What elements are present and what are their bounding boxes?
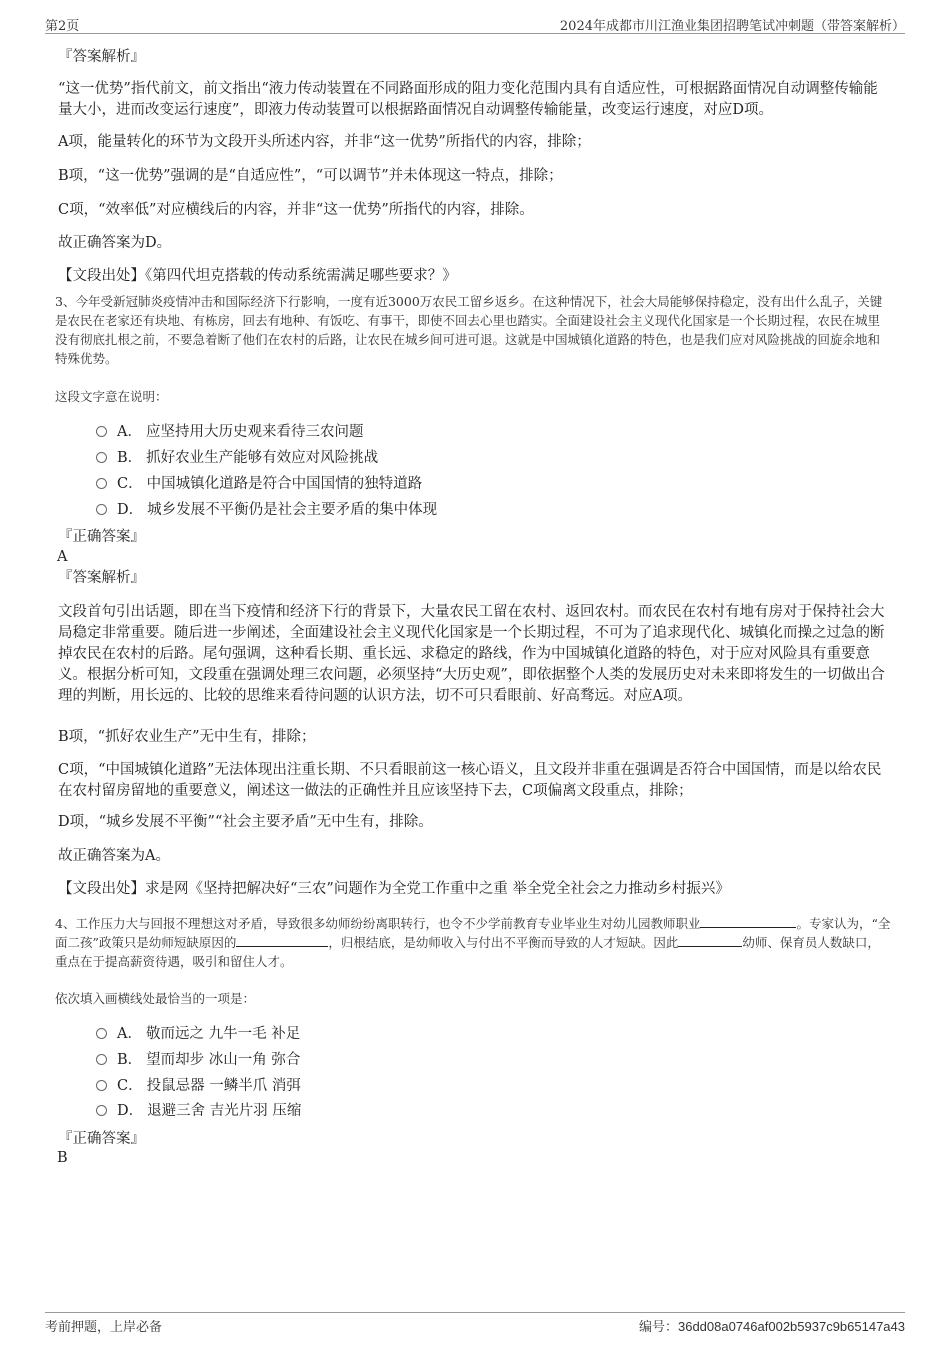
q3-analysis-option-c: C项，“中国城镇化道路”无法体现出注重长期、不只看眼前这一核心语义，且文段并非重在强调是否符合中国国情，而是以给农民在农村留房留地的重要意义，阐述这一做法的正确性并且应该坚持下去，C项偏离文段重点，排除； bbox=[58, 762, 882, 799]
q3-analysis-option-d: D项，“城乡发展不平衡”“社会主要矛盾”无中生有，排除。 bbox=[58, 814, 433, 830]
q3-stem: 3、今年受新冠肺炎疫情冲击和国际经济下行影响，一度有近3000万农民工留乡返乡。在这种情况下，社会大局能够保持稳定，没有出什么乱子，关键是农民在老家还有块地、有栋房，回去有地种、有饭吃、有事干，即使不回去心里也踏实。全面建设社会主义现代化国家是一个长期过程，农民在城里没有彻底扎根之前，不要急着断了他们在农村的后路，让农民在城乡间可进可退。这就是中国城镇化道路的特色，也是我们应对风险挑战的回旋余地和特殊优势。 bbox=[55, 294, 883, 366]
q3-option-a[interactable]: A． 应坚持用大历史观来看待三农问题 bbox=[96, 422, 363, 442]
document-code: 编号：36dd08a0746af002b5937c9b65147a43 bbox=[638, 1319, 905, 1335]
q4-answer: B bbox=[57, 1150, 68, 1166]
q4-question: 依次填入画横线处最恰当的一项是： bbox=[55, 991, 256, 1006]
q4-blank-2 bbox=[236, 934, 328, 947]
q2-analysis-paragraph: “这一优势”指代前文，前文指出“液力传动装置在不同路面形成的阻力变化范围内具有自适应性，可根据路面情况自动调整传输能量大小，进而改变运行速度”，即液力传动装置可以根据路面情况自动调整传输能量，改变运行速度，对应D项。 bbox=[58, 81, 878, 118]
q4-option-c[interactable]: C． 投鼠忌器 一鳞半爪 消弭 bbox=[96, 1076, 301, 1096]
q3-answer-label: 『正确答案』 bbox=[58, 529, 145, 545]
q2-analysis-label: 『答案解析』 bbox=[58, 49, 145, 65]
q3-analysis-option-b: B项，“抓好农业生产”无中生有，排除； bbox=[58, 729, 316, 745]
page-header bbox=[45, 13, 905, 34]
q4-option-a[interactable]: A． 敬而远之 九牛一毛 补足 bbox=[96, 1024, 300, 1044]
q3-conclusion: 故正确答案为A。 bbox=[58, 848, 170, 864]
radio-icon[interactable] bbox=[96, 1080, 107, 1091]
q3-option-d[interactable]: D． 城乡发展不平衡仍是社会主要矛盾的集中体现 bbox=[96, 500, 437, 520]
q2-analysis-option-b: B项，“这一优势”强调的是“自适应性”，“可以调节”并未体现这一特点，排除； bbox=[58, 168, 563, 184]
page-footer bbox=[45, 1312, 905, 1337]
q4-stem: 4、工作压力大与回报不理想这对矛盾，导致很多幼师纷纷离职转行，也令不少学前教育专业毕业生对幼儿园教师职业 。专家认为，“全面二孩”政策只是幼师短缺原因的 ，归根结底，是幼师收入与付出不平衡而导致的人才短缺。因此 幼师、保育员人数缺口，重点在于提高薪资待遇，吸引和留住人才。 bbox=[55, 916, 891, 969]
q4-blank-3 bbox=[678, 934, 742, 947]
q3-answer: A bbox=[57, 549, 68, 565]
radio-icon[interactable] bbox=[96, 1105, 107, 1116]
q3-source: 【文段出处】求是网《坚持把解决好“三农”问题作为全党工作重中之重 举全党全社会之力推动乡村振兴》 bbox=[58, 881, 730, 897]
q3-analysis-label: 『答案解析』 bbox=[58, 570, 145, 586]
footer-slogan: 考前押题，上岸必备 bbox=[45, 1320, 163, 1335]
radio-icon[interactable] bbox=[96, 452, 107, 463]
radio-icon[interactable] bbox=[96, 1028, 107, 1039]
q2-source: 【文段出处】《第四代坦克搭载的传动系统需满足哪些要求？》 bbox=[58, 268, 457, 284]
q3-analysis-paragraph: 文段首句引出话题，即在当下疫情和经济下行的背景下，大量农民工留在农村、返回农村。而农民在农村有地有房对于保持社会大局稳定非常重要。随后进一步阐述，全面建设社会主义现代化国家是一个长期过程，不可为了追求现代化、城镇化而操之过急的断掉农民在农村的后路。尾句强调，这种看长期、重长远、求稳定的路线，作为中国城镇化道路的特色，对于应对风险具有重要意义。根据分析可知，文段重在强调处理三农问题，必须坚持“大历史观”，即依据整个人类的发展历史对未来即将发生的一切做出合理的判断，用长远的、比较的思维来看待问题的认识方法，切不可只看眼前、好高骛远。对应A项。 bbox=[58, 604, 885, 704]
q3-option-c[interactable]: C． 中国城镇化道路是符合中国国情的独特道路 bbox=[96, 474, 422, 494]
q2-conclusion: 故正确答案为D。 bbox=[58, 235, 172, 251]
radio-icon[interactable] bbox=[96, 478, 107, 489]
q2-analysis-option-a: A项，能量转化的环节为文段开头所述内容，并非“这一优势”所指代的内容，排除； bbox=[58, 134, 591, 150]
q3-question: 这段文字意在说明： bbox=[55, 389, 168, 404]
q3-option-b[interactable]: B． 抓好农业生产能够有效应对风险挑战 bbox=[96, 448, 378, 468]
radio-icon[interactable] bbox=[96, 504, 107, 515]
q4-answer-label: 『正确答案』 bbox=[58, 1131, 145, 1147]
page-number: 第2页 bbox=[45, 19, 80, 34]
document-title: 2024年成都市川江渔业集团招聘笔试冲刺题（带答案解析） bbox=[559, 19, 905, 34]
q4-option-b[interactable]: B． 望而却步 冰山一角 弥合 bbox=[96, 1050, 300, 1070]
radio-icon[interactable] bbox=[96, 426, 107, 437]
radio-icon[interactable] bbox=[96, 1054, 107, 1065]
q4-option-d[interactable]: D． 退避三舍 吉光片羽 压缩 bbox=[96, 1101, 301, 1121]
q4-blank-1 bbox=[700, 915, 796, 928]
q2-analysis-option-c: C项，“效率低”对应横线后的内容，并非“这一优势”所指代的内容，排除。 bbox=[58, 202, 534, 218]
